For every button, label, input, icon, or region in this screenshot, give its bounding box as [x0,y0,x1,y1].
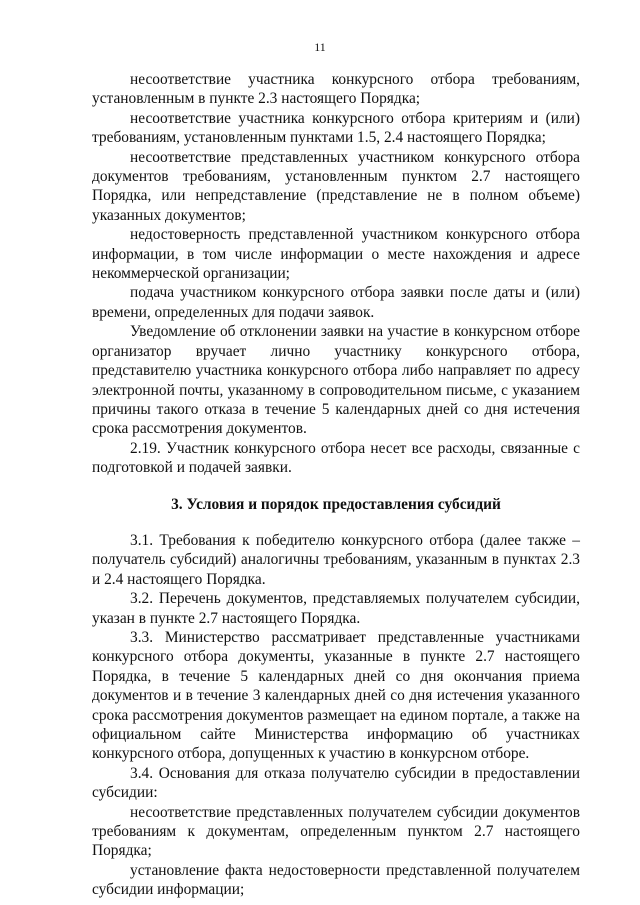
rejection-ground-2: несоответствие участника конкурсного отбора критериям и (или) требованиям, установленным пунктами 1.5, 2.4 настоящего Порядка; [92,109,580,147]
paragraph-3-1: 3.1. Требования к победителю конкурсного отбора (далее также – получатель субсидий) аналогичны требованиям, указанным в пунктах 2.3 и 2.4 настоящего Порядка. [92,531,580,588]
section-3-heading: 3. Условия и порядок предоставления субсидий [171,495,501,513]
paragraph-3-2: 3.2. Перечень документов, представляемых получателем субсидии, указан в пункте 2.7 настоящего Порядка. [92,590,580,627]
refusal-ground-1: несоответствие представленных получателем субсидии документов требованиям к документам, определенным пунктом 2.7 настоящего Порядка; [92,803,580,860]
rejection-ground-1: несоответствие участника конкурсного отбора требованиям, установленным в пункте 2.3 настоящего Порядка; [92,71,580,108]
paragraph-3-4: 3.4. Основания для отказа получателю субсидии в предоставлении субсидии: [92,764,580,802]
paragraph-2-19: 2.19. Участник конкурсного отбора несет все расходы, связанные с подготовкой и подачей заявки. [92,439,580,477]
refusal-ground-2: установление факта недостоверности представленной получателем субсидии информации; [92,861,580,899]
page-number: 11 [314,40,326,54]
rejection-ground-4: недостоверность представленной участником конкурсного отбора информации, в том числе информации о месте нахождения и адресе некоммерческой организации; [92,226,580,283]
rejection-ground-5: подача участником конкурсного отбора заявки после даты и (или) времени, определенных для подачи заявок. [92,284,580,321]
rejection-ground-3: несоответствие представленных участником конкурсного отбора документов требованиям, установленным пунктом 2.7 настоящего Порядка, или непредставление (представление не в полном объеме) указанных документов; [92,148,580,224]
paragraph-3-3: 3.3. Министерство рассматривает представленные участниками конкурсного отбора документы, указанные в пункте 2.7 настоящего Порядка, в течение 5 календарных дней со дня окончания приема документов и в течение 3 календарных дней со дня истечения указанного срока рассмотрения документов размещает на едином портале, а также на официальном сайте Министерства информацию об участниках конкурсного отбора, допущенных к участию в конкурсном отборе. [92,628,580,763]
document-body [92,70,580,900]
rejection-notice-paragraph: Уведомление об отклонении заявки на участие в конкурсном отборе организатор вручает лично участнику конкурсного отбора, представителю участника конкурсного отбора либо направляет по адресу электронной почты, указанному в сопроводительном письме, с указанием причины такого отказа в течение 5 календарных дней со дня истечения срока рассмотрения документов. [92,323,580,438]
